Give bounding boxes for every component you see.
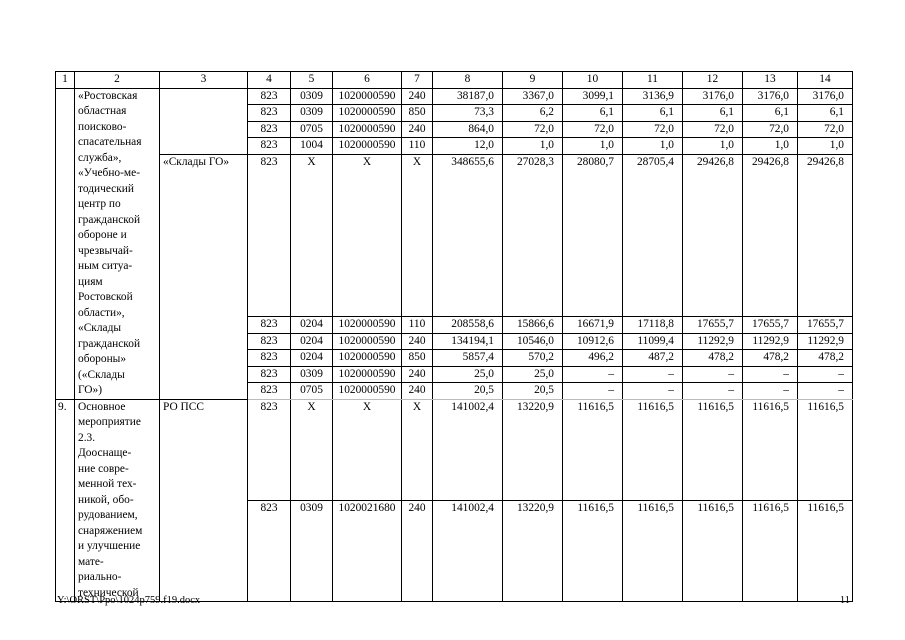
value-cell: 570,2 [503, 350, 563, 367]
value-cell: 11616,5 [743, 500, 798, 601]
value-cell: 487,2 [623, 350, 683, 367]
event-name-line: риально- [78, 571, 122, 583]
value-cell: 38187,0 [433, 88, 503, 105]
value-cell: 6,1 [623, 105, 683, 122]
event-name-cell [75, 399, 160, 602]
value-cell: 1,0 [743, 138, 798, 155]
value-cell: 11616,5 [623, 399, 683, 500]
event-name-line: области», [78, 306, 125, 319]
value-cell: 72,0 [743, 121, 798, 138]
value-cell: 134194,1 [433, 333, 503, 350]
value-cell: 823 [248, 383, 291, 400]
value-cell: 0204 [291, 317, 333, 334]
value-cell: 1020000590 [333, 350, 402, 367]
header-cell: 14 [798, 72, 853, 89]
event-name-line: ным ситуа- [78, 260, 133, 272]
value-cell: 11616,5 [563, 399, 623, 500]
value-cell: – [623, 366, 683, 383]
value-cell: 0204 [291, 350, 333, 367]
value-cell: 3176,0 [798, 88, 853, 105]
executor-cell: «Склады ГО» [160, 154, 248, 399]
value-cell: 1020000590 [333, 317, 402, 334]
value-cell: 1020000590 [333, 383, 402, 400]
value-cell: – [563, 383, 623, 400]
value-cell: 1,0 [683, 138, 743, 155]
event-name-line: рудованием, [78, 509, 138, 521]
value-cell: 823 [248, 138, 291, 155]
footer-file-path: Y:\ORST\Ppo\1024p759.f19.docx [57, 595, 201, 606]
value-cell: 11292,9 [683, 333, 743, 350]
event-name-line: служба», [78, 151, 122, 164]
value-cell: 823 [248, 88, 291, 105]
value-cell: 11616,5 [623, 500, 683, 601]
value-cell: 240 [402, 333, 433, 350]
header-cell: 6 [333, 72, 402, 89]
value-cell: 240 [402, 500, 433, 601]
value-cell: 1020021680 [333, 500, 402, 601]
value-cell: 6,1 [563, 105, 623, 122]
value-cell: 11616,5 [563, 500, 623, 601]
value-cell: 11616,5 [683, 500, 743, 601]
footer-page-number: 11 [839, 595, 850, 606]
value-cell: – [683, 366, 743, 383]
value-cell: 5857,4 [433, 350, 503, 367]
event-name-line: обороны» [78, 353, 127, 365]
header-cell: 7 [402, 72, 433, 89]
event-name-line: чрезвычай- [78, 244, 133, 257]
value-cell: 478,2 [798, 350, 853, 367]
value-cell: 6,1 [743, 105, 798, 122]
value-cell: – [563, 366, 623, 383]
header-cell: 5 [291, 72, 333, 89]
value-cell: – [798, 366, 853, 383]
header-row [56, 72, 853, 89]
value-cell: 496,2 [563, 350, 623, 367]
header-cell: 3 [160, 72, 248, 89]
value-cell: 29426,8 [743, 154, 798, 317]
header-cell: 12 [683, 72, 743, 89]
value-cell: 20,5 [503, 383, 563, 400]
value-cell: 6,1 [683, 105, 743, 122]
value-cell: 11616,5 [743, 399, 798, 500]
header-cell: 13 [743, 72, 798, 89]
value-cell: 850 [402, 105, 433, 122]
value-cell: 1004 [291, 138, 333, 155]
value-cell: 6,1 [798, 105, 853, 122]
event-name-line: Основное [78, 400, 126, 413]
value-cell: – [798, 383, 853, 400]
header-cell: 4 [248, 72, 291, 89]
event-name-line: мате- [78, 555, 104, 568]
value-cell: 15866,6 [503, 317, 563, 334]
value-cell: 864,0 [433, 121, 503, 138]
value-cell: 3367,0 [503, 88, 563, 105]
value-cell: 348655,6 [433, 154, 503, 317]
value-cell: 17118,8 [623, 317, 683, 334]
value-cell: 823 [248, 350, 291, 367]
value-cell: 823 [248, 121, 291, 138]
header-cell: 11 [623, 72, 683, 89]
value-cell: 240 [402, 366, 433, 383]
value-cell: 478,2 [683, 350, 743, 367]
value-cell: 3099,1 [563, 88, 623, 105]
row-number-cell [56, 88, 75, 399]
event-name-line: центр по [78, 198, 121, 210]
value-cell: 141002,4 [433, 399, 503, 500]
event-name-cell [75, 88, 160, 399]
value-cell: 27028,3 [503, 154, 563, 317]
value-cell: 110 [402, 317, 433, 334]
value-cell: – [743, 366, 798, 383]
event-name-line: циям [78, 275, 103, 288]
event-name-line: «Ростовская [78, 89, 138, 102]
value-cell: 850 [402, 350, 433, 367]
value-cell: Х [402, 154, 433, 317]
value-cell: 6,2 [503, 105, 563, 122]
header-cell: 1 [56, 72, 75, 89]
value-cell: 1020000590 [333, 138, 402, 155]
value-cell: 1,0 [798, 138, 853, 155]
event-name-line: гражданской [78, 337, 141, 350]
budget-table [55, 71, 853, 602]
value-cell: Х [291, 399, 333, 500]
value-cell: 0309 [291, 88, 333, 105]
value-cell: 72,0 [798, 121, 853, 138]
value-cell: 11616,5 [798, 399, 853, 500]
event-name-line: «Склады [78, 322, 122, 334]
value-cell: 10912,6 [563, 333, 623, 350]
value-cell: 1020000590 [333, 105, 402, 122]
event-name-line: 2.3. [78, 431, 96, 444]
value-cell: 823 [248, 317, 291, 334]
event-name-line: снаряжением [78, 524, 143, 537]
value-cell: 13220,9 [503, 500, 563, 601]
event-name-line: спасательная [78, 136, 142, 148]
value-cell: – [683, 383, 743, 400]
value-cell: 25,0 [503, 366, 563, 383]
value-cell: 11099,4 [623, 333, 683, 350]
table-row [56, 399, 853, 500]
event-name-line: Ростовской [78, 291, 133, 303]
value-cell: 28705,4 [623, 154, 683, 317]
value-cell: 1020000590 [333, 88, 402, 105]
event-name-line: областная [78, 105, 127, 117]
value-cell: 141002,4 [433, 500, 503, 601]
value-cell: 823 [248, 333, 291, 350]
event-name-line: и улучшение [78, 540, 141, 552]
value-cell: 29426,8 [683, 154, 743, 317]
header-cell: 10 [563, 72, 623, 89]
table-row [56, 154, 853, 317]
value-cell: 3176,0 [743, 88, 798, 105]
value-cell: 25,0 [433, 366, 503, 383]
event-name-line: ГО») [78, 384, 103, 396]
value-cell: 823 [248, 366, 291, 383]
value-cell: 823 [248, 399, 291, 500]
value-cell: 823 [248, 105, 291, 122]
value-cell: 0309 [291, 500, 333, 601]
event-name-line: технической [78, 586, 139, 599]
value-cell: 72,0 [683, 121, 743, 138]
value-cell: 1,0 [623, 138, 683, 155]
value-cell: 110 [402, 138, 433, 155]
value-cell: 478,2 [743, 350, 798, 367]
value-cell: 240 [402, 383, 433, 400]
event-name-line: Дооснаще- [78, 447, 132, 459]
value-cell: 17655,7 [743, 317, 798, 334]
event-name-line: поисково- [78, 120, 127, 133]
value-cell: 72,0 [623, 121, 683, 138]
value-cell: 11292,9 [743, 333, 798, 350]
value-cell: 0705 [291, 121, 333, 138]
header-cell: 9 [503, 72, 563, 89]
value-cell: 12,0 [433, 138, 503, 155]
value-cell: 240 [402, 121, 433, 138]
value-cell: 240 [402, 88, 433, 105]
event-name-line: тодический [78, 182, 134, 195]
header-cell: 8 [433, 72, 503, 89]
value-cell: 1,0 [503, 138, 563, 155]
event-name-line: менной тех- [78, 478, 137, 490]
value-cell: 11292,9 [798, 333, 853, 350]
event-name-line: ние совре- [78, 462, 129, 475]
value-cell: 0204 [291, 333, 333, 350]
row-number-cell: 9. [56, 399, 75, 602]
value-cell: 16671,9 [563, 317, 623, 334]
table-row [56, 88, 853, 105]
value-cell: 823 [248, 500, 291, 601]
value-cell: 1020000590 [333, 366, 402, 383]
value-cell: Х [333, 399, 402, 500]
value-cell: 73,3 [433, 105, 503, 122]
value-cell: 10546,0 [503, 333, 563, 350]
value-cell: Х [402, 399, 433, 500]
value-cell: Х [291, 154, 333, 317]
value-cell: 72,0 [503, 121, 563, 138]
value-cell: – [743, 383, 798, 400]
table-body [56, 72, 853, 602]
value-cell: 11616,5 [798, 500, 853, 601]
value-cell: 13220,9 [503, 399, 563, 500]
event-name-line: «Учебно-ме- [78, 167, 140, 179]
value-cell: 1,0 [563, 138, 623, 155]
value-cell: 28080,7 [563, 154, 623, 317]
header-cell: 2 [75, 72, 160, 89]
value-cell: 11616,5 [683, 399, 743, 500]
value-cell: 0705 [291, 383, 333, 400]
value-cell: 208558,6 [433, 317, 503, 334]
value-cell: – [623, 383, 683, 400]
event-name-line: обороне и [78, 229, 127, 241]
value-cell: 29426,8 [798, 154, 853, 317]
event-name-line: мероприятие [78, 416, 141, 428]
value-cell: 3136,9 [623, 88, 683, 105]
value-cell: 823 [248, 154, 291, 317]
event-name-line: гражданской [78, 213, 141, 226]
value-cell: 0309 [291, 105, 333, 122]
value-cell: 1020000590 [333, 121, 402, 138]
value-cell: 1020000590 [333, 333, 402, 350]
value-cell: 72,0 [563, 121, 623, 138]
value-cell: 3176,0 [683, 88, 743, 105]
value-cell: 0309 [291, 366, 333, 383]
value-cell: 17655,7 [683, 317, 743, 334]
value-cell: Х [333, 154, 402, 317]
executor-cell-empty [160, 88, 248, 154]
value-cell: 20,5 [433, 383, 503, 400]
event-name-line: («Склады [78, 368, 125, 381]
event-name-line: никой, обо- [78, 493, 134, 506]
value-cell: 17655,7 [798, 317, 853, 334]
executor-cell: РО ПСС [160, 399, 248, 602]
